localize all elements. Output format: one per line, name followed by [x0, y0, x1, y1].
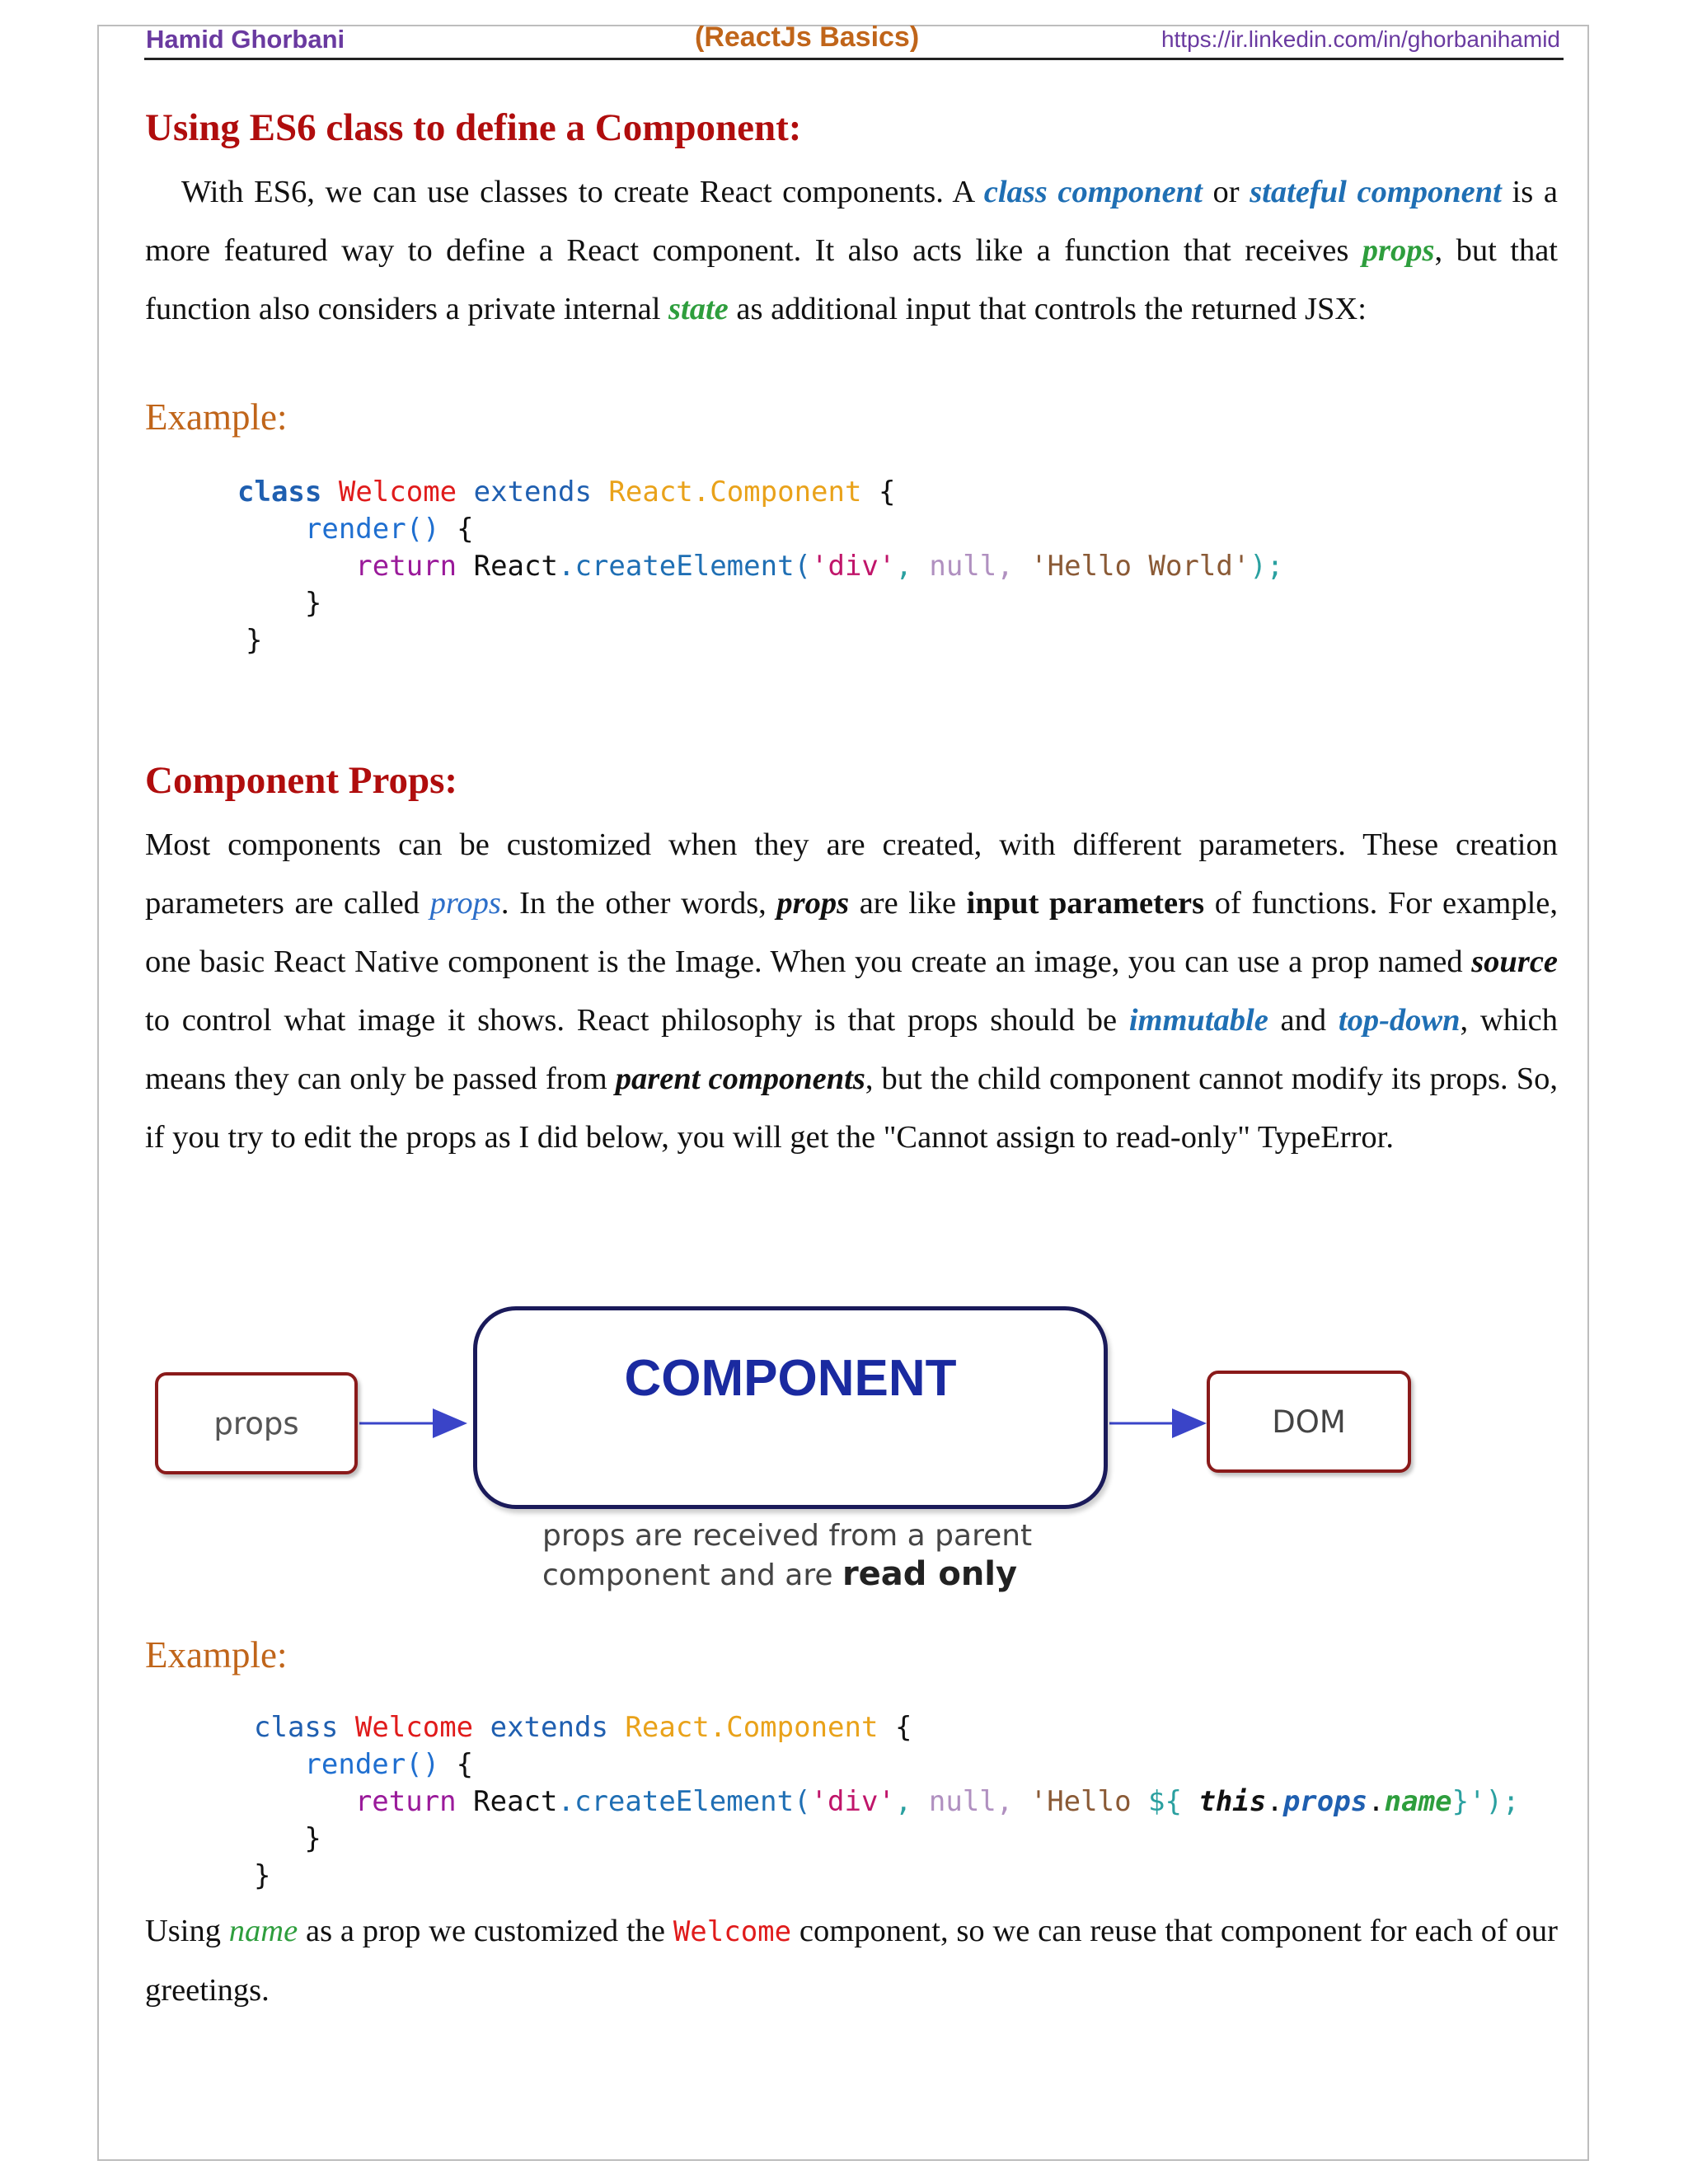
- term-stateful-component: stateful component: [1250, 175, 1502, 209]
- code-block-1: class Welcome extends React.Component { render() { return React.createElement('div', null, 'Hello World'); } }: [237, 476, 1284, 657]
- example-label-1: Example:: [145, 396, 288, 438]
- term-top-down: top-down: [1338, 1003, 1461, 1038]
- header-linkedin-link[interactable]: https://ir.linkedin.com/in/ghorbanihamid: [1160, 26, 1560, 52]
- code-block-2: class Welcome extends React.Component { render() { return React.createElement('div', null, 'Hello ${ this.props.name}'); } }: [254, 1711, 1520, 1892]
- header-topic: (ReactJs Basics): [695, 21, 920, 53]
- term-immutable: immutable: [1128, 1003, 1268, 1038]
- props-flow-diagram: [145, 1298, 1414, 1611]
- term-state: state: [668, 292, 729, 326]
- term-source: source: [1471, 944, 1558, 979]
- header-author: Hamid Ghorbani: [146, 25, 345, 54]
- diagram-caption: props are received from a parent component and are read only: [542, 1519, 1033, 1593]
- term-props: props: [1362, 233, 1435, 268]
- props-box: props: [155, 1372, 358, 1474]
- example-label-2: Example:: [145, 1634, 288, 1675]
- section-title-es6-class: Using ES6 class to define a Component:: [145, 106, 802, 149]
- paragraph-es6-class: With ES6, we can use classes to create React components. A class component or stateful component is a more featured way to define a React component. It also acts like a function that receives props, but that function also considers a private internal state as additional input that controls the returned JSX:: [145, 175, 1558, 326]
- paragraph-name-prop: Using name as a prop we customized the Welcome component, so we can reuse that component for each of our greetings.: [145, 1914, 1559, 2008]
- section-title-component-props: Component Props:: [145, 759, 458, 802]
- term-welcome-code: Welcome: [673, 1915, 792, 1948]
- term-props-italic: props: [429, 886, 501, 921]
- page-header: [144, 21, 1564, 60]
- term-input-parameters: input parameters: [966, 886, 1205, 921]
- term-class-component: class component: [983, 175, 1203, 209]
- term-parent-components: parent components: [615, 1062, 865, 1096]
- term-name: name: [228, 1914, 298, 1948]
- component-box: COMPONENT: [473, 1306, 1108, 1509]
- term-props-bold: props: [776, 886, 850, 921]
- dom-box: DOM: [1207, 1371, 1411, 1473]
- paragraph-component-props: Most components can be customized when they are created, with different parameters. These creation parameters are called props. In the other words, props are like input parameters of functions. For example, one basic React Native component is the Image. When you create an image, you can use a prop named source to control what image it shows. React philosophy is that props should be immutable and top-down, which means they can only be passed from parent components, but the child component cannot modify its props. So, if you try to edit the props as I did below, you will get the "Cannot assign to read-only" TypeError.: [145, 827, 1558, 1155]
